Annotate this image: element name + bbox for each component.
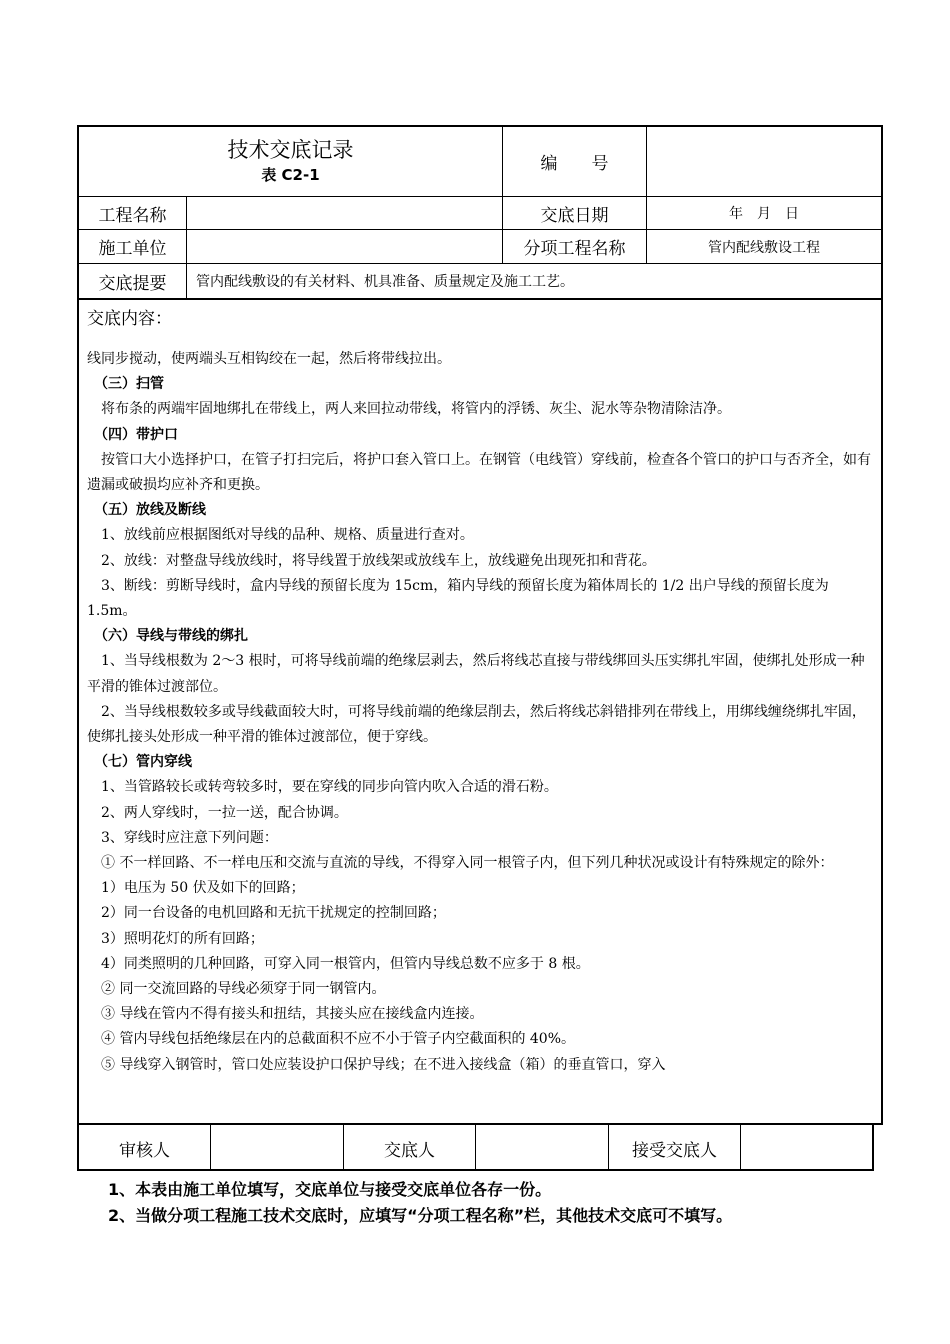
content-paragraph: ② 同一交流回路的导线必须穿于同一钢管内。 <box>87 981 386 998</box>
summary-field[interactable]: 管内配线敷设的有关材料、机具准备、质量规定及施工工艺。 <box>196 274 574 290</box>
content-paragraph: 2）同一台设备的电机回路和无抗干扰规定的控制回路； <box>87 905 446 922</box>
section-heading: （四）带护口 <box>87 426 178 443</box>
subproject-field[interactable]: 管内配线敷设工程 <box>708 239 820 256</box>
section-heading: （六）导线与带线的绑扎 <box>87 628 248 645</box>
content-paragraph: 1、当导线根数为 2～3 根时，可将导线前端的绝缘层剥去，然后将线芯直接与带线绑回头压实绑扎牢固，使绑扎处形成一种平滑的锥体过渡部位。 <box>87 653 865 695</box>
content-paragraph: 将布条的两端牢固地绑扎在带线上，两人来回拉动带线，将管内的浮锈、灰尘、泥水等杂物清除洁净。 <box>87 401 731 418</box>
receiver-label: 接受交底人 <box>632 1140 717 1161</box>
section-heading: （七）管内穿线 <box>87 754 192 771</box>
note-2: 2、当做分项工程施工技术交底时，应填写“分项工程名称”栏，其他技术交底可不填写。 <box>108 1206 733 1225</box>
presenter-label: 交底人 <box>384 1140 435 1161</box>
note-1: 1、本表由施工单位填写，交底单位与接受交底单位各存一份。 <box>108 1180 552 1199</box>
content-paragraph: 3、穿线时应注意下列问题： <box>87 829 278 846</box>
reviewer-label: 审核人 <box>119 1140 170 1161</box>
project-name-label: 工程名称 <box>98 205 167 226</box>
form-title: 技术交底记录 <box>227 138 354 162</box>
content-paragraph: 3、断线：剪断导线时，盒内导线的预留长度为 15cm，箱内导线的预留长度为箱体周长的 1/2 出户导线的预留长度为 1.5m。 <box>87 577 829 620</box>
content-paragraph: 2、放线：对整盘导线放线时，将导线置于放线架或放线车上，放线避免出现死扣和背花。 <box>87 552 656 569</box>
content-paragraph: ③ 导线在管内不得有接头和扭结，其接头应在接线盒内连接。 <box>87 1006 484 1023</box>
content-paragraph: ④ 管内导线包括绝缘层在内的总截面积不应不小于管子内空截面积的 40%。 <box>87 1031 576 1048</box>
subproject-label: 分项工程名称 <box>523 239 626 259</box>
content-paragraph: ⑤ 导线穿入钢管时，管口处应装设护口保护导线；在不进入接线盒（箱）的垂直管口，穿入 <box>87 1056 666 1073</box>
summary-label: 交底提要 <box>98 273 167 294</box>
content-paragraph: 1、当管路较长或转弯较多时，要在穿线的同步向管内吹入合适的滑石粉。 <box>87 779 558 796</box>
content-paragraph: 2、两人穿线时，一拉一送，配合协调。 <box>87 804 348 821</box>
content-paragraph: 1）电压为 50 伏及如下的回路； <box>87 880 305 897</box>
construction-unit-label: 施工单位 <box>98 239 167 259</box>
content-paragraph: 线同步搅动，使两端头互相钩绞在一起，然后将带线拉出。 <box>87 351 451 367</box>
content-paragraph: 1、放线前应根据图纸对导线的品种、规格、质量进行查对。 <box>87 527 474 544</box>
date-label: 交底日期 <box>540 205 609 226</box>
section-heading: （五）放线及断线 <box>87 502 206 519</box>
number-label: 编 号 <box>540 154 609 174</box>
content-paragraph: 按管口大小选择护口，在管子打扫完后，将护口套入管口上。在钢管（电线管）穿线前，检查各个管口的护口与否齐全，如有遗漏或破损均应补齐和更换。 <box>87 451 871 494</box>
content-label: 交底内容： <box>87 309 172 329</box>
content-paragraph: 3）照明花灯的所有回路； <box>87 930 264 947</box>
date-field[interactable]: 年 月 日 <box>729 206 799 222</box>
content-paragraph: 4）同类照明的几种回路，可穿入同一根管内，但管内导线总数不应多于 8 根。 <box>87 955 590 972</box>
content-body <box>87 347 877 1078</box>
content-paragraph: 2、当导线根数较多或导线截面较大时，可将导线前端的绝缘层削去，然后将线芯斜错排列在带线上，用绑线缠绕绑扎牢固，使绑扎接头处形成一种平滑的锥体过渡部位，便于穿线。 <box>87 703 866 746</box>
section-heading: （三）扫管 <box>87 376 164 393</box>
content-paragraph: ① 不一样回路、不一样电压和交流与直流的导线，不得穿入同一根管子内，但下列几种状况或设计有特殊规定的除外： <box>87 855 834 872</box>
form-code: 表 C2-1 <box>261 165 320 184</box>
